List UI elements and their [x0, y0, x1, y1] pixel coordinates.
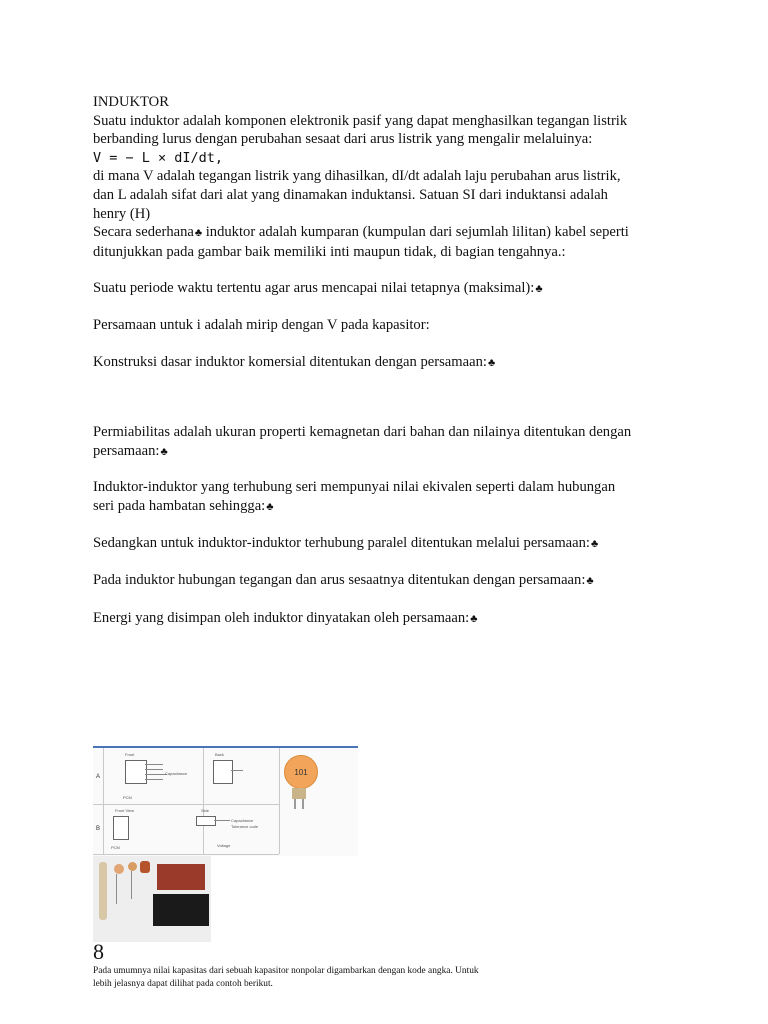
intro-line: berbanding lurus dengan perubahan sesaat dari arus listrik yang mengalir melaluinya:	[93, 131, 593, 148]
paragraph-text: Sedangkan untuk induktor-induktor terhubung paralel ditentukan melalui persamaan:	[93, 534, 590, 551]
annotation-line	[145, 779, 163, 780]
simple-line: ditunjukkan pada gambar baik memiliki inti maupun tidak, di bagian tengahnya.:	[93, 243, 566, 260]
footer-line: Pada umumnya nilai kapasitas dari sebuah kapasitor nonpolar digambarkan dengan kode angka. Untuk	[93, 966, 479, 976]
paragraph-text: Konstruksi dasar induktor komersial ditentukan dengan persamaan:	[93, 353, 487, 370]
voltage-label: Voltage	[217, 843, 231, 848]
energi-paragraph	[93, 609, 683, 629]
paralel-paragraph	[93, 534, 683, 554]
simple-line	[93, 223, 683, 243]
seri-paragraph	[93, 497, 683, 517]
annotation-line	[145, 774, 167, 775]
back-label: Back	[215, 752, 224, 757]
persamaan-paragraph: Persamaan untuk i adalah mirip dengan V pada kapasitor:	[93, 316, 430, 333]
paragraph-text: Pada induktor hubungan tegangan dan arus sesaatnya ditentukan dengan persamaan:	[93, 572, 586, 589]
capacitance-label: Capacitance	[165, 771, 188, 776]
capacitor-code: 101	[294, 767, 308, 777]
capacitor-code-diagram	[93, 746, 358, 856]
club-symbol: ♣	[194, 227, 203, 240]
capacitor-lead	[302, 799, 304, 809]
footer-line: lebih jelasnya dapat dilihat pada contoh berikut.	[93, 979, 273, 989]
front-view-label: Front View	[115, 808, 135, 813]
document-body	[93, 93, 683, 628]
explain-line: di mana V adalah tegangan listrik yang dihasilkan, dI/dt adalah laju perubahan arus listrik,	[93, 168, 621, 185]
capacitor-lead	[116, 874, 117, 904]
document-title: INDUKTOR	[93, 94, 169, 110]
black-capacitor-image	[153, 894, 209, 926]
capacitor-base	[292, 788, 306, 799]
diagram-divider	[93, 804, 279, 805]
axial-capacitor-image	[99, 862, 107, 920]
footer-text	[93, 965, 563, 991]
club-symbol: ♣	[266, 500, 274, 513]
row-label-a: A	[96, 774, 101, 780]
simple-text-part: Secara sederhana	[93, 224, 194, 241]
capacitor-front-view-drawing	[113, 816, 129, 840]
diagram-divider	[103, 748, 104, 854]
film-capacitor-image	[140, 861, 150, 873]
paragraph-text: Energi yang disimpan oleh induktor dinyatakan oleh persamaan:	[93, 609, 470, 626]
pcm-label: PCM	[123, 795, 132, 800]
capacitor-figure	[93, 746, 358, 942]
annotation-line	[145, 764, 163, 765]
seri-paragraph: Induktor-induktor yang terhubung seri mempunyai nilai ekivalen seperti dalam hubungan	[93, 479, 616, 496]
diagram-divider	[93, 854, 279, 855]
capacitor-back-drawing	[213, 760, 233, 784]
paragraph-text: Suatu periode waktu tertentu agar arus mencapai nilai tetapnya (maksimal):	[93, 280, 535, 297]
capacitor-side-drawing	[196, 816, 216, 826]
hubungan-paragraph	[93, 571, 683, 591]
ceramic-capacitor-101	[284, 755, 318, 789]
permiabilitas-paragraph: Permiabilitas adalah ukuran properti kemagnetan dari bahan dan nilainya ditentukan dengan	[93, 424, 632, 441]
permiabilitas-paragraph	[93, 442, 683, 462]
simple-text-part: induktor adalah kumparan (kumpulan dari sejumlah lilitan) kabel seperti	[202, 224, 629, 241]
explain-line: dan L adalah sifat dari alat yang dinamakan induktansi. Satuan SI dari induktansi adalah	[93, 186, 608, 203]
club-symbol: ♣	[590, 537, 599, 550]
ceramic-capacitor-image	[128, 862, 137, 871]
capacitor-lead	[294, 799, 296, 809]
annotation-line	[231, 770, 243, 771]
capacitor-front-drawing	[125, 760, 147, 784]
diagram-divider	[279, 748, 280, 854]
intro-line: Suatu induktor adalah komponen elektronik pasif yang dapat menghasilkan tegangan listrik	[93, 112, 628, 129]
konstruksi-paragraph	[93, 353, 683, 373]
annotation-line	[214, 820, 230, 821]
club-symbol: ♣	[470, 612, 478, 625]
periode-paragraph	[93, 279, 683, 299]
tolerance-label: Tolerance code	[231, 824, 259, 829]
capacitor-photo	[93, 856, 211, 942]
paragraph-text: seri pada hambatan sehingga:	[93, 497, 266, 514]
front-label: Front	[125, 752, 135, 757]
club-symbol: ♣	[487, 356, 496, 369]
box-capacitor-image	[157, 864, 205, 890]
paragraph-text: persamaan:	[93, 442, 160, 459]
diagram-divider	[203, 748, 204, 854]
capacitance-label: Capacitance	[231, 818, 254, 823]
row-label-b: B	[96, 826, 101, 832]
explain-line: henry (H)	[93, 205, 151, 222]
pcm-label: PCM	[111, 845, 120, 850]
club-symbol: ♣	[586, 575, 594, 588]
club-symbol: ♣	[535, 283, 543, 296]
capacitor-lead	[131, 871, 132, 899]
annotation-line	[145, 769, 163, 770]
page-number: 8	[93, 939, 104, 964]
ceramic-capacitor-image	[114, 864, 124, 874]
formula: V = − L × dI/dt,	[93, 149, 224, 166]
club-symbol: ♣	[160, 445, 168, 458]
side-label: Side	[201, 808, 210, 813]
